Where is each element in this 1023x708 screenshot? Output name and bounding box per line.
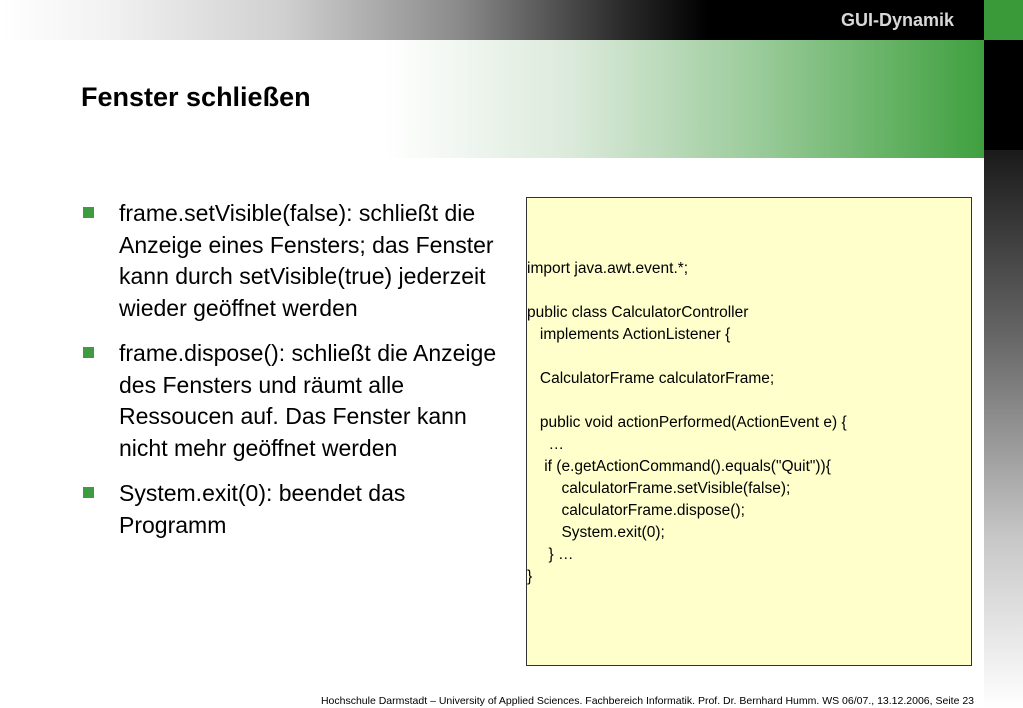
page-title: Fenster schließen bbox=[81, 82, 311, 112]
header-gradient-bar bbox=[0, 0, 708, 40]
bullet-list bbox=[82, 198, 512, 555]
bullet-item bbox=[82, 198, 512, 324]
bullet-item bbox=[82, 478, 512, 541]
right-gradient-bar bbox=[984, 150, 1023, 708]
code-listing: import java.awt.event.*; public class CalculatorController implements ActionListener { CalculatorFrame calculatorFrame; public void actionPerformed(ActionEvent e) { … if (e.getActionCommand().equals("Quit")){ calculatorFrame.setVisible(false); calculatorFrame.dispose(); System.exit(0); } … } bbox=[527, 260, 847, 585]
code-box bbox=[526, 197, 972, 666]
section-label: GUI-Dynamik bbox=[840, 10, 954, 30]
bullet-text: frame.setVisible(false): schließt die Anzeige eines Fensters; das Fenster kann durch setVisible(true) jederzeit wieder geöffnet werden bbox=[119, 200, 494, 321]
square-bullet-icon bbox=[83, 207, 94, 218]
bullet-item bbox=[82, 338, 512, 464]
footer-text: Hochschule Darmstadt – University of Applied Sciences. Fachbereich Informatik. Prof. Dr. Bernhard Humm. WS 06/07., 13.12.2006, Seite 23 bbox=[320, 695, 974, 707]
square-bullet-icon bbox=[83, 487, 94, 498]
bullet-text: System.exit(0): beendet das Programm bbox=[119, 480, 406, 538]
right-black-bar bbox=[984, 40, 1023, 150]
corner-green-block bbox=[984, 0, 1023, 40]
bullet-text: frame.dispose(): schließt die Anzeige des Fensters und räumt alle Ressoucen auf. Das Fenster kann nicht mehr geöffnet werden bbox=[119, 340, 497, 461]
square-bullet-icon bbox=[83, 347, 94, 358]
